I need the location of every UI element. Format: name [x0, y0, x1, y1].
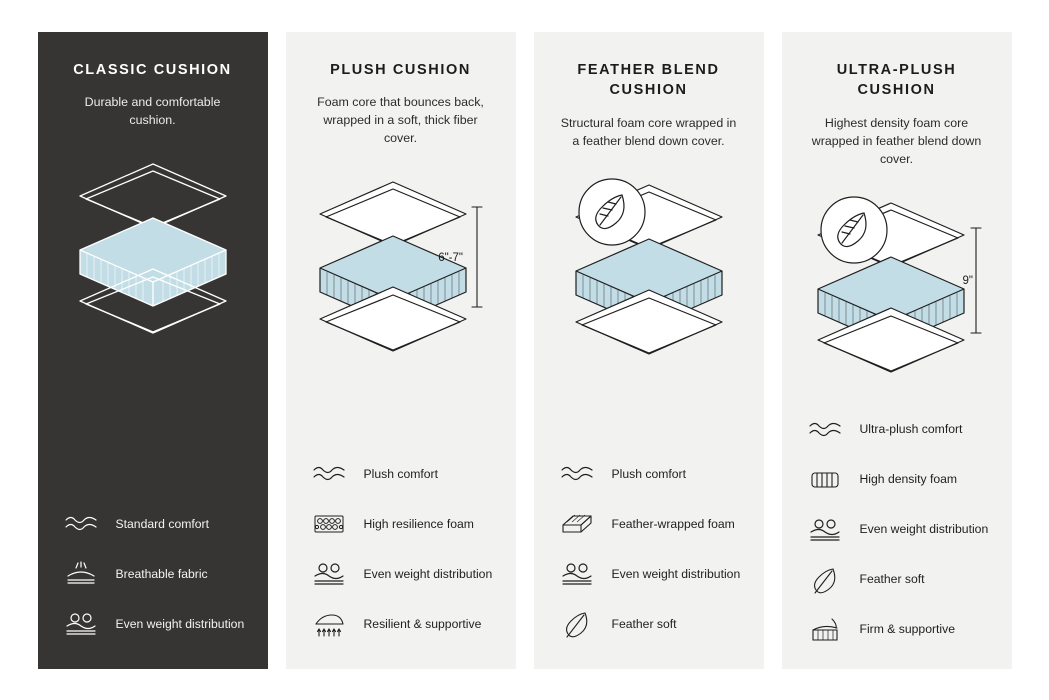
card-ultra-plush-cushion [782, 32, 1012, 669]
feature-item [804, 413, 990, 447]
firm-support-icon [804, 613, 846, 647]
foam-block-icon [556, 507, 598, 541]
card-description: Durable and comfortable cushion. [84, 95, 221, 128]
feather-icon [556, 607, 598, 641]
foam-core-layer [80, 218, 226, 306]
feature-label: Feather soft [611, 616, 677, 631]
feature-label: Plush comfort [363, 466, 439, 481]
feature-item [60, 607, 246, 641]
resilient-support-icon [308, 607, 350, 641]
feature-item [556, 457, 742, 491]
feature-label: Standard comfort [115, 516, 209, 531]
cushion-layer-diagram [556, 165, 742, 395]
feature-item [60, 557, 246, 591]
feature-item [556, 507, 742, 541]
feature-item [804, 513, 990, 547]
density-foam-icon [804, 463, 846, 497]
leaf-badge-icon [579, 179, 645, 245]
weight-distribution-icon [60, 607, 102, 641]
feature-label: Feather-wrapped foam [611, 516, 735, 531]
feature-list [308, 457, 494, 649]
dimension-label: 9" [962, 274, 973, 287]
cushion-layer-diagram [60, 144, 246, 374]
feature-item [308, 557, 494, 591]
feature-label: Even weight distribution [115, 616, 245, 631]
dimension-label: 6"-7" [437, 252, 463, 265]
dimension-bracket [472, 207, 482, 307]
feature-label: High resilience foam [363, 516, 474, 531]
feature-label: Even weight distribution [859, 522, 989, 537]
feature-label: High density foam [859, 472, 958, 487]
card-description: Foam core that bounces back, wrapped in a soft, thick fiber cover. [317, 95, 484, 146]
card-title: ULTRA-PLUSH CUSHION [836, 62, 957, 99]
feature-item [308, 457, 494, 491]
cushion-layer-diagram [308, 162, 494, 392]
feature-item [308, 507, 494, 541]
feature-item [804, 563, 990, 597]
feature-list [60, 507, 246, 649]
feature-item [60, 507, 246, 541]
leaf-badge-icon [821, 197, 887, 263]
card-title: CLASSIC CUSHION [73, 62, 232, 78]
card-plush-cushion [286, 32, 516, 669]
card-description: Highest density foam core wrapped in feather blend down cover. [811, 115, 982, 166]
feature-item [804, 463, 990, 497]
card-title: PLUSH CUSHION [330, 62, 471, 78]
wave-lines-icon [60, 507, 102, 541]
feature-label: Ultra-plush comfort [859, 422, 963, 437]
feature-list [804, 413, 990, 655]
card-title: FEATHER BLEND CUSHION [577, 62, 720, 99]
feature-item [308, 607, 494, 641]
feature-label: Plush comfort [611, 466, 687, 481]
feature-item [556, 557, 742, 591]
honeycomb-foam-icon [308, 507, 350, 541]
feather-icon [804, 563, 846, 597]
feature-label: Breathable fabric [115, 566, 208, 581]
feature-label: Even weight distribution [611, 566, 741, 581]
feature-item [804, 613, 990, 647]
feature-label: Resilient & supportive [363, 616, 482, 631]
card-feather-blend-cushion [534, 32, 764, 669]
breathable-fabric-icon [60, 557, 102, 591]
cushion-layer-diagram [804, 183, 990, 413]
feature-label: Feather soft [859, 572, 925, 587]
weight-distribution-icon [804, 513, 846, 547]
feature-list [556, 457, 742, 649]
feature-item [556, 607, 742, 641]
wave-lines-icon [308, 457, 350, 491]
weight-distribution-icon [308, 557, 350, 591]
card-classic-cushion [38, 32, 268, 669]
feature-label: Even weight distribution [363, 566, 493, 581]
wave-lines-icon [556, 457, 598, 491]
feature-label: Firm & supportive [859, 622, 955, 637]
wave-lines-icon [804, 413, 846, 447]
weight-distribution-icon [556, 557, 598, 591]
card-description: Structural foam core wrapped in a feather blend down cover. [560, 115, 737, 148]
